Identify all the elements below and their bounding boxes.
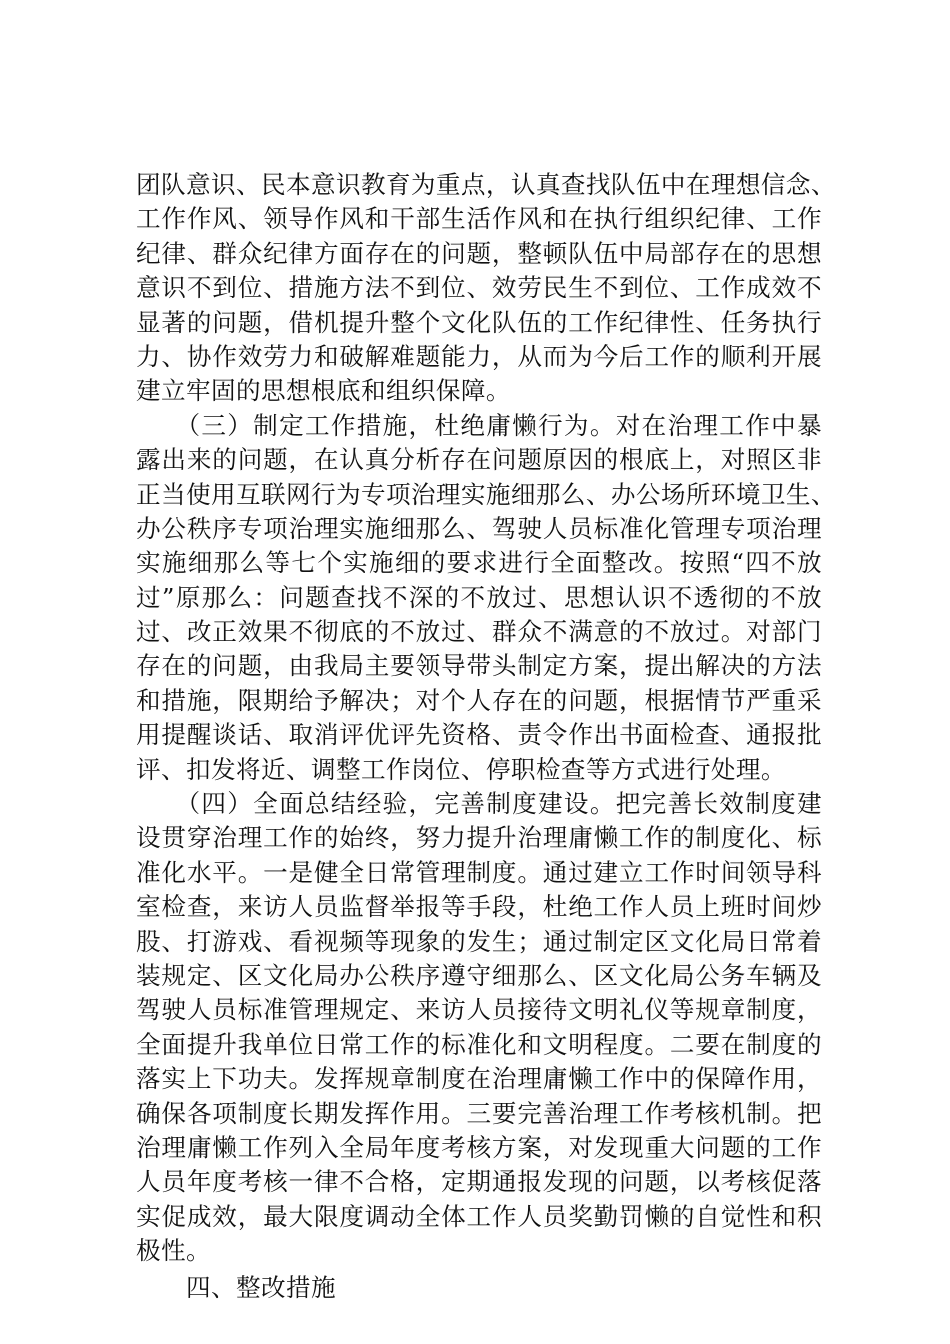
text-line: 股、打游戏、看视频等现象的发生；通过制定区文化局日常着 — [136, 926, 822, 956]
text-line: 实施细那么等七个实施细的要求进行全面整改。按照“四不放 — [136, 548, 822, 578]
text-line: 办公秩序专项治理实施细那么、驾驶人员标准化管理专项治理 — [136, 513, 822, 543]
text-line: 实促成效，最大限度调动全体工作人员奖勤罚懒的自觉性和积 — [136, 1201, 822, 1231]
paragraph-team-awareness — [136, 168, 836, 409]
text-line: 治理庸懒工作列入全局年度考核方案，对发现重大问题的工作 — [136, 1132, 822, 1162]
text-line: 人员年度考核一律不合格，定期通报发现的问题，以考核促落 — [136, 1167, 822, 1197]
text-line: 意识不到位、措施方法不到位、效劳民生不到位、工作成效不 — [136, 273, 822, 303]
text-line: 过、改正效果不彻底的不放过、群众不满意的不放过。对部门 — [136, 617, 822, 647]
text-line: 装规定、区文化局办公秩序遵守细那么、区文化局公务车辆及 — [136, 960, 822, 990]
paragraph-work-measures — [136, 409, 836, 787]
section-heading: 四、整改措施 — [186, 1272, 336, 1302]
text-line: 准化水平。一是健全日常管理制度。通过建立工作时间领导科 — [136, 857, 822, 887]
text-line: 确保各项制度长期发挥作用。三要完善治理工作考核机制。把 — [136, 1098, 822, 1128]
text-line: 和措施，限期给予解决；对个人存在的问题，根据情节严重采 — [136, 685, 822, 715]
text-line: 过”原那么：问题查找不深的不放过、思想认识不透彻的不放 — [136, 582, 822, 612]
text-line: 存在的问题，由我局主要领导带头制定方案，提出解决的方法 — [136, 651, 822, 681]
text-line: （四）全面总结经验，完善制度建设。把完善长效制度建 — [136, 789, 822, 819]
text-line: 评、扣发将近、调整工作岗位、停职检查等方式进行处理。 — [136, 754, 786, 784]
paragraph-system-building — [136, 787, 822, 1268]
text-line: 建立牢固的思想根底和组织保障。 — [136, 376, 511, 406]
text-line: 露出来的问题，在认真分析存在问题原因的根底上，对照区非 — [136, 445, 822, 475]
text-line: 团队意识、民本意识教育为重点，认真查找队伍中在理想信念、 — [136, 170, 836, 199]
text-line: 力、协作效劳力和破解难题能力，从而为今后工作的顺利开展 — [136, 341, 822, 371]
text-line: 纪律、群众纪律方面存在的问题，整顿队伍中局部存在的思想 — [136, 238, 822, 268]
text-line: 正当使用互联网行为专项治理实施细那么、办公场所环境卫生、 — [136, 479, 836, 509]
text-line: 室检查，来访人员监督举报等手段，杜绝工作人员上班时间炒 — [136, 892, 822, 922]
text-line: 用提醒谈话、取消评优评先资格、责令作出书面检查、通报批 — [136, 720, 822, 750]
text-line: 设贯穿治理工作的始终，努力提升治理庸懒工作的制度化、标 — [136, 823, 822, 853]
text-line: （三）制定工作措施，杜绝庸懒行为。对在治理工作中暴 — [136, 410, 822, 440]
text-line: 极性。 — [136, 1236, 211, 1266]
text-line: 全面提升我单位日常工作的标准化和文明程度。二要在制度的 — [136, 1029, 822, 1059]
document-body — [136, 168, 836, 1305]
text-line: 驾驶人员标准管理规定、来访人员接待文明礼仪等规章制度， — [136, 995, 822, 1025]
text-line: 落实上下功夫。发挥规章制度在治理庸懒工作中的保障作用， — [136, 1064, 822, 1094]
text-line: 工作作风、领导作风和干部生活作风和在执行组织纪律、工作 — [136, 204, 822, 234]
text-line: 显著的问题，借机提升整个文化队伍的工作纪律性、任务执行 — [136, 307, 822, 337]
